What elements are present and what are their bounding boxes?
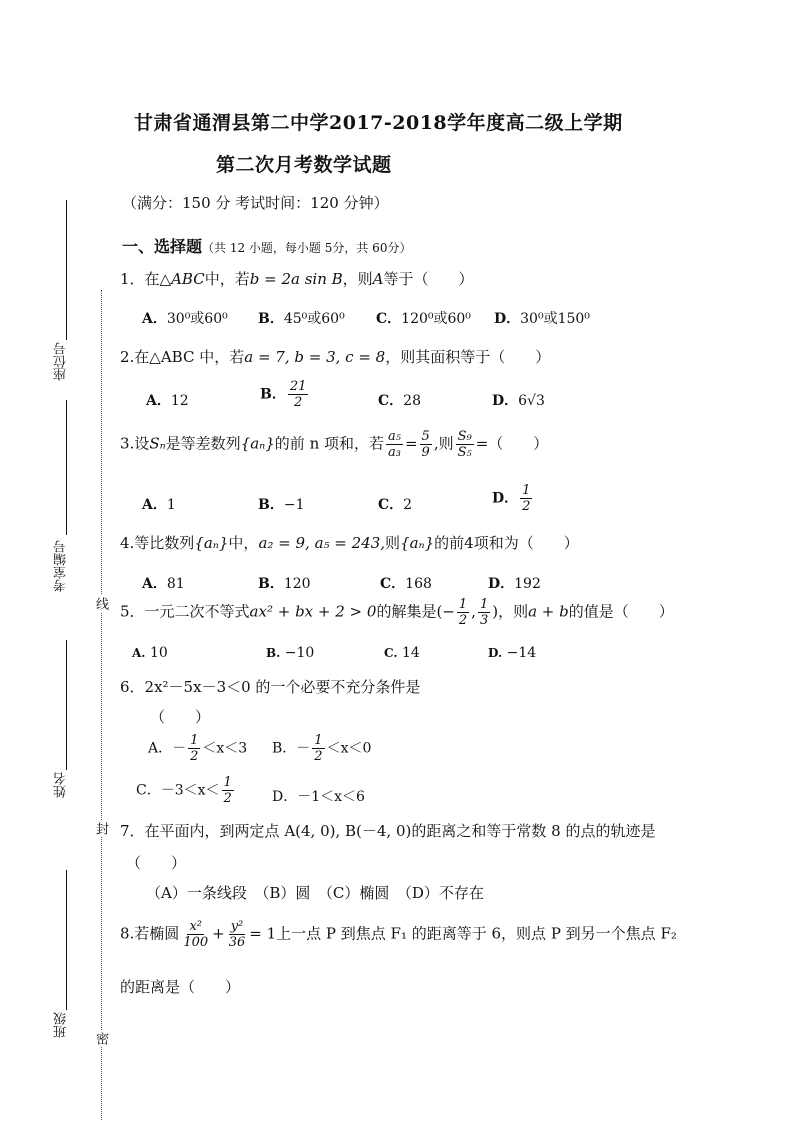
option-value: 1 xyxy=(166,497,176,513)
option-value: 168 xyxy=(405,576,432,592)
question-7: 7．在平面内，到两定点 A(4, 0), B(－4, 0)的距离之和等于常数 8 的点的轨迹是 xyxy=(120,822,656,840)
q6-option-b[interactable] xyxy=(272,734,371,763)
question-8 xyxy=(120,920,677,949)
q1-math: b = 2a sin B xyxy=(249,270,343,288)
denominator: 3 xyxy=(479,613,489,628)
q5-option-c[interactable] xyxy=(384,645,420,661)
q1-option-c[interactable] xyxy=(376,308,471,328)
numerator: 1 xyxy=(314,733,323,748)
option-value: 81 xyxy=(166,576,185,592)
option-value: 6√3 xyxy=(518,393,545,409)
option-value: 192 xyxy=(514,576,541,592)
q6-answer-blank: （ ） xyxy=(150,708,211,726)
fraction xyxy=(181,920,210,949)
q8-text: 8.若椭圆 xyxy=(120,924,180,943)
option-text: D．－1＜x＜6 xyxy=(272,789,365,805)
q6-option-d[interactable] xyxy=(272,786,365,806)
fraction xyxy=(457,598,469,627)
denominator: S₅ xyxy=(457,445,472,460)
denominator: 36 xyxy=(228,935,246,950)
q1-text: ，则 xyxy=(342,270,373,288)
q5-text: 的值是（ ） xyxy=(568,602,674,621)
plus-sign: + xyxy=(212,924,225,943)
question-3 xyxy=(120,430,548,459)
fraction xyxy=(420,430,432,459)
q5-option-d[interactable] xyxy=(488,645,536,661)
denominator: a₃ xyxy=(388,445,401,460)
option-letter: A． xyxy=(142,576,167,592)
q1-option-b[interactable] xyxy=(258,308,345,328)
q4-math: {aₙ} xyxy=(194,534,229,552)
denominator: 9 xyxy=(421,445,430,460)
q4-option-d[interactable] xyxy=(488,573,541,593)
numerator: 1 xyxy=(522,483,531,498)
q4-text: 中， xyxy=(228,534,259,552)
option-letter: C． xyxy=(376,311,402,327)
section-heading xyxy=(122,234,411,257)
q8-text: = 1上一点 P 到焦点 F₁ 的距离等于 6，则点 P 到另一个焦点 F₂ xyxy=(249,924,677,943)
side-rule-class xyxy=(66,870,67,1010)
option-value: −10 xyxy=(284,645,315,661)
question-4 xyxy=(120,532,579,553)
seat-number-label: 座位号 xyxy=(54,342,69,381)
q3-text: 的前 n 项和，若 xyxy=(274,434,384,453)
numerator: y² xyxy=(230,919,244,934)
equals-sign: = xyxy=(404,434,418,453)
q7-answer-blank: （ ） xyxy=(126,854,187,872)
option-value: 12 xyxy=(170,393,189,409)
numerator: 5 xyxy=(421,429,430,444)
option-value: 28 xyxy=(403,393,421,409)
q1-math: A xyxy=(372,270,384,288)
q1-text: 1．在△ xyxy=(120,270,172,288)
q5-math: , xyxy=(471,602,476,621)
option-value: 2 xyxy=(403,497,413,513)
q2-text: 2.在△ABC 中，若 xyxy=(120,348,245,366)
q2-option-d[interactable] xyxy=(492,390,545,410)
q7-options[interactable]: （A）一条线段 （B）圆 （C）椭圆 （D）不存在 xyxy=(146,884,484,902)
option-value: −14 xyxy=(506,645,537,661)
q4-math: {aₙ} xyxy=(400,534,435,552)
q5-math: (− xyxy=(436,602,455,621)
side-rule-seat xyxy=(66,200,67,340)
q5-math: ) xyxy=(492,602,499,621)
q3-option-b[interactable] xyxy=(258,494,304,514)
numerator: S₉ xyxy=(457,429,472,444)
name-label: 姓名 xyxy=(54,772,69,798)
class-label: 班级 xyxy=(54,1012,69,1038)
fraction xyxy=(222,776,234,805)
q5-text: 5．一元二次不等式 xyxy=(120,602,250,621)
q2-option-b[interactable] xyxy=(260,380,310,409)
exam-room-label: 考室编号 xyxy=(54,540,69,592)
fraction xyxy=(520,484,532,513)
option-letter: A． xyxy=(142,497,167,513)
q5-option-a[interactable] xyxy=(132,645,168,661)
denominator: 2 xyxy=(458,613,468,628)
option-value: 45⁰或60⁰ xyxy=(283,311,345,327)
option-value: 10 xyxy=(149,645,168,661)
q4-option-a[interactable] xyxy=(142,573,185,593)
denominator: 100 xyxy=(183,935,209,950)
option-text: A．－ xyxy=(148,740,187,757)
option-letter: D． xyxy=(492,393,519,409)
option-letter: B． xyxy=(258,497,284,513)
option-letter: A． xyxy=(142,311,167,327)
q3-text: 是等差数列 xyxy=(165,434,241,453)
q1-math: ABC xyxy=(171,270,205,288)
option-text: B．－ xyxy=(272,740,311,757)
denominator: 2 xyxy=(293,395,303,410)
numerator: 1 xyxy=(190,733,199,748)
fraction xyxy=(456,430,474,459)
q3-text: =（ ） xyxy=(475,434,549,453)
q5-math: ax² + bx + 2 > 0 xyxy=(249,602,377,621)
q4-text: 4.等比数列 xyxy=(120,534,195,552)
numerator: 21 xyxy=(289,379,307,394)
score-time-info: （满分：150 分 考试时间：120 分钟） xyxy=(122,194,389,212)
page-title-line1: 甘肃省通渭县第二中学2017-2018学年度高二级上学期 xyxy=(134,112,623,134)
q3-option-d[interactable] xyxy=(492,484,534,513)
question-6: 6．2x²－5x－3＜0 的一个必要不充分条件是 xyxy=(120,678,421,696)
q3-option-c[interactable] xyxy=(378,494,412,514)
q2-option-a[interactable] xyxy=(146,390,189,410)
option-letter: C． xyxy=(378,497,404,513)
q4-text: 的前4项和为（ ） xyxy=(434,534,579,552)
q1-text: 中，若 xyxy=(204,270,250,288)
numerator: x² xyxy=(189,919,202,934)
numerator: 1 xyxy=(458,597,468,612)
option-value: 30⁰或150⁰ xyxy=(520,311,590,327)
question-2 xyxy=(120,346,550,367)
q5-text: 的解集是 xyxy=(376,602,437,621)
q1-option-a[interactable] xyxy=(142,308,228,328)
question-1 xyxy=(120,268,474,289)
option-letter: D． xyxy=(492,490,519,507)
q5-text: ，则 xyxy=(498,602,529,621)
q4-text: 则 xyxy=(385,534,401,552)
seal-mark-secret: 密 xyxy=(93,1032,108,1045)
option-letter: C. xyxy=(384,646,398,660)
option-letter: A. xyxy=(132,646,146,660)
q2-option-c[interactable] xyxy=(378,390,421,410)
seal-mark-seal: 封 xyxy=(93,822,108,835)
section-note: （共 12 小题，每小题 5分，共 60分） xyxy=(202,241,412,255)
q6-option-a[interactable] xyxy=(148,734,247,763)
option-value: 120 xyxy=(283,576,311,592)
q4-math: a₂ = 9, a₅ = 243, xyxy=(258,534,386,552)
numerator: 1 xyxy=(223,775,232,790)
section-title: 一、选择题 xyxy=(122,237,203,256)
numerator: a₅ xyxy=(388,429,401,444)
q2-math: a = 7, b = 3, c = 8 xyxy=(244,348,386,366)
option-letter: B． xyxy=(258,311,284,327)
q3-math: Sₙ xyxy=(149,434,166,453)
side-rule-room xyxy=(66,400,67,535)
fraction xyxy=(386,430,403,459)
option-letter: B． xyxy=(260,386,286,403)
option-letter: C． xyxy=(378,393,404,409)
option-letter: C． xyxy=(380,576,406,592)
fraction xyxy=(188,734,200,763)
option-text: ＜x＜0 xyxy=(326,740,372,757)
option-text: ＜x＜3 xyxy=(202,740,248,757)
option-letter: D. xyxy=(488,646,503,660)
fraction xyxy=(478,598,490,627)
q3-math: {aₙ} xyxy=(240,434,275,453)
q4-option-b[interactable] xyxy=(258,573,311,593)
q5-math: a + b xyxy=(528,602,569,621)
denominator: 2 xyxy=(223,791,232,806)
fraction xyxy=(227,920,248,949)
option-value: 14 xyxy=(401,645,420,661)
q1-text: 等于（ ） xyxy=(383,270,474,288)
option-letter: B. xyxy=(266,646,281,660)
seal-dotted-line xyxy=(101,290,102,1120)
option-letter: A． xyxy=(146,393,171,409)
q3-option-a[interactable] xyxy=(142,494,176,514)
q3-text: 3.设 xyxy=(120,434,150,453)
q4-option-c[interactable] xyxy=(380,573,432,593)
denominator: 2 xyxy=(190,749,199,764)
denominator: 2 xyxy=(522,499,531,514)
fraction xyxy=(312,734,324,763)
option-value: 120⁰或60⁰ xyxy=(401,311,471,327)
numerator: 1 xyxy=(479,597,489,612)
q5-option-b[interactable] xyxy=(266,645,314,661)
option-letter: D． xyxy=(494,311,521,327)
seal-mark-line: 线 xyxy=(93,597,108,610)
option-value: 30⁰或60⁰ xyxy=(166,311,228,327)
option-value: −1 xyxy=(283,497,305,513)
side-rule-name xyxy=(66,640,67,770)
fraction xyxy=(288,380,309,409)
q2-text: ，则其面积等于（ ） xyxy=(385,348,551,366)
question-5 xyxy=(120,598,674,627)
question-8-continued: 的距离是（ ） xyxy=(120,978,241,996)
q1-option-d[interactable] xyxy=(494,308,590,328)
option-text: C．－3＜x＜ xyxy=(136,782,220,799)
page-title-line2: 第二次月考数学试题 xyxy=(216,154,392,176)
q3-text: ,则 xyxy=(433,434,454,453)
q6-option-c[interactable] xyxy=(136,776,236,805)
denominator: 2 xyxy=(314,749,323,764)
option-letter: B． xyxy=(258,576,284,592)
option-letter: D． xyxy=(488,576,515,592)
